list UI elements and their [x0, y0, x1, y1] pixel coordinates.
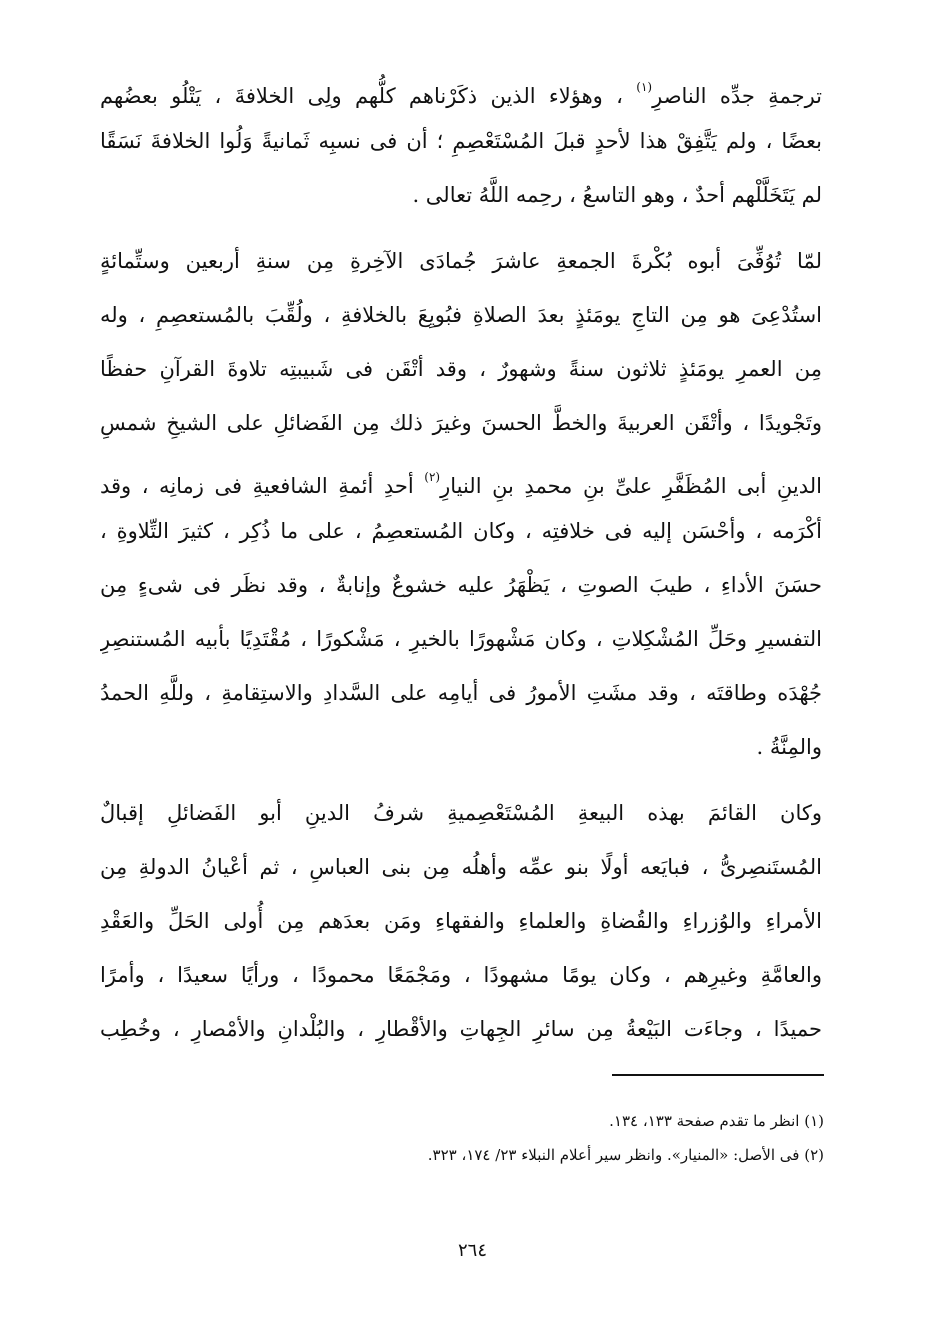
text-line: حميدًا ، وجاءَت البَيْعةُ مِن سائرِ الجِهاتِ والأقْطارِ ، والبُلْدانِ والأمْصارِ ، وخُطِب	[100, 1017, 822, 1041]
paragraph-2	[100, 234, 822, 774]
text-line-part: ، وهؤلاء الذين ذكَرْناهم كلُّهم ولِى الخلافةَ ، يَتْلُو بعضُهم	[100, 84, 637, 108]
text-line-part: أحدِ أئمةِ الشافعيةِ فى زمانِه ، وقد	[100, 474, 425, 498]
footnote-separator	[612, 1074, 824, 1076]
text-line: جُهْدَه وطاقتَه ، وقد مشَتِ الأمورُ فى أيامِه على السَّدادِ والاستِقامةِ ، وللَّهِ الحمدُ	[100, 681, 822, 705]
paragraph-3	[100, 786, 822, 1056]
text-line: لمّا تُوُفِّىَ أبوه بُكْرةَ الجمعةِ عاشرَ جُمادَى الآخِرةِ مِن سنةِ أربعين وستِّمائةٍ	[100, 249, 822, 273]
paragraph-1	[100, 60, 822, 222]
text-line: المُستَنصِرىُّ ، فبايَعه أولًا بنو عمِّه وأهلُه مِن بنى العباسِ ، ثم أعْيانُ الدولةِ مِن	[100, 855, 822, 879]
text-line: الأمراءِ والوُزراءِ والقُضاةِ والعلماءِ والفقهاءِ ومَن بعدَهم مِن أُولى الحَلِّ والعَقْدِ	[100, 909, 822, 933]
footnotes	[300, 1104, 824, 1172]
text-line: والعامَّةِ وغيرِهم ، وكان يومًا مشهودًا ، ومَجْمَعًا محمودًا ، ورأيًا سعيدًا ، وأمرًا	[100, 963, 822, 987]
page-number: ٢٦٤	[457, 1240, 487, 1261]
text-line: والمِنَّةُ .	[756, 735, 822, 759]
footnote-2: (٢) فى الأصل: «المنيار». وانظر سير أعلام النبلاء ٢٣/ ١٧٤، ٣٢٣.	[427, 1146, 824, 1164]
text-line: وكان القائمَ بهذه البيعةِ المُسْتَعْصِميةِ شرفُ الدينِ أبو الفَضائلِ إقبالٌ	[100, 801, 822, 825]
main-text	[100, 60, 822, 1056]
text-line: بعضًا ، ولم يَتَّفِقْ هذا لأحدٍ قبلَ المُسْتَعْصِمِ ؛ أن فى نسبِه ثَمانيةً وَلُوا الخلافةَ نَسَقًا	[100, 129, 822, 153]
text-line: حسَنَ الأداءِ ، طيبَ الصوتِ ، يَظْهَرُ عليه خشوعٌ وإنابةٌ ، وقد نظَر فى شىءٍ مِن	[100, 573, 822, 597]
footnote-ref-1[interactable]: (١)	[636, 80, 653, 94]
text-line	[100, 60, 822, 114]
text-line: استُدْعِىَ هو مِن التاجِ يومَئذٍ بعدَ الصلاةِ فبُويِعَ بالخلافةِ ، ولُقِّبَ بالمُستعصِمِ ، وله	[100, 303, 822, 327]
text-line: أكْرَمه ، وأحْسَن إليه فى خلافتِه ، وكان المُستعصِمُ ، على ما ذُكِر ، كثيرَ التِّلاوةِ ،	[100, 519, 822, 543]
text-line: مِن العمرِ يومَئذٍ ثلاثون سنةً وشهورٌ ، وقد أتْقَن فى شَبيبتِه تلاوةَ القرآنِ حفظًا	[100, 357, 822, 381]
text-line-part: ترجمةِ جدِّه الناصرِ	[652, 84, 822, 108]
text-line: وتَجْويدًا ، وأتْقَن العربيةَ والخطَّ الحسنَ وغيرَ ذلك مِن الفَضائلِ على الشيخِ شمسِ	[100, 411, 822, 435]
text-line	[100, 450, 822, 504]
text-line: لم يَتَخَلَّلْهم أحدٌ ، وهو التاسعُ ، رحِمه اللَّهُ تعالى .	[412, 183, 822, 207]
text-line: التفسيرِ وحَلِّ المُشْكِلاتِ ، وكان مَشْهورًا بالخيرِ ، مَشْكورًا ، مُقْتَدِيًا بأبيه المُستنصِرِ	[100, 627, 822, 651]
footnote-ref-2[interactable]: (٢)	[424, 470, 441, 484]
footnote-1: (١) انظر ما تقدم صفحة ١٣٣، ١٣٤.	[609, 1112, 824, 1130]
text-line-part: الدينِ أبى المُظَفَّرِ علىِّ بنِ محمدِ بنِ النيارِ	[440, 474, 822, 498]
